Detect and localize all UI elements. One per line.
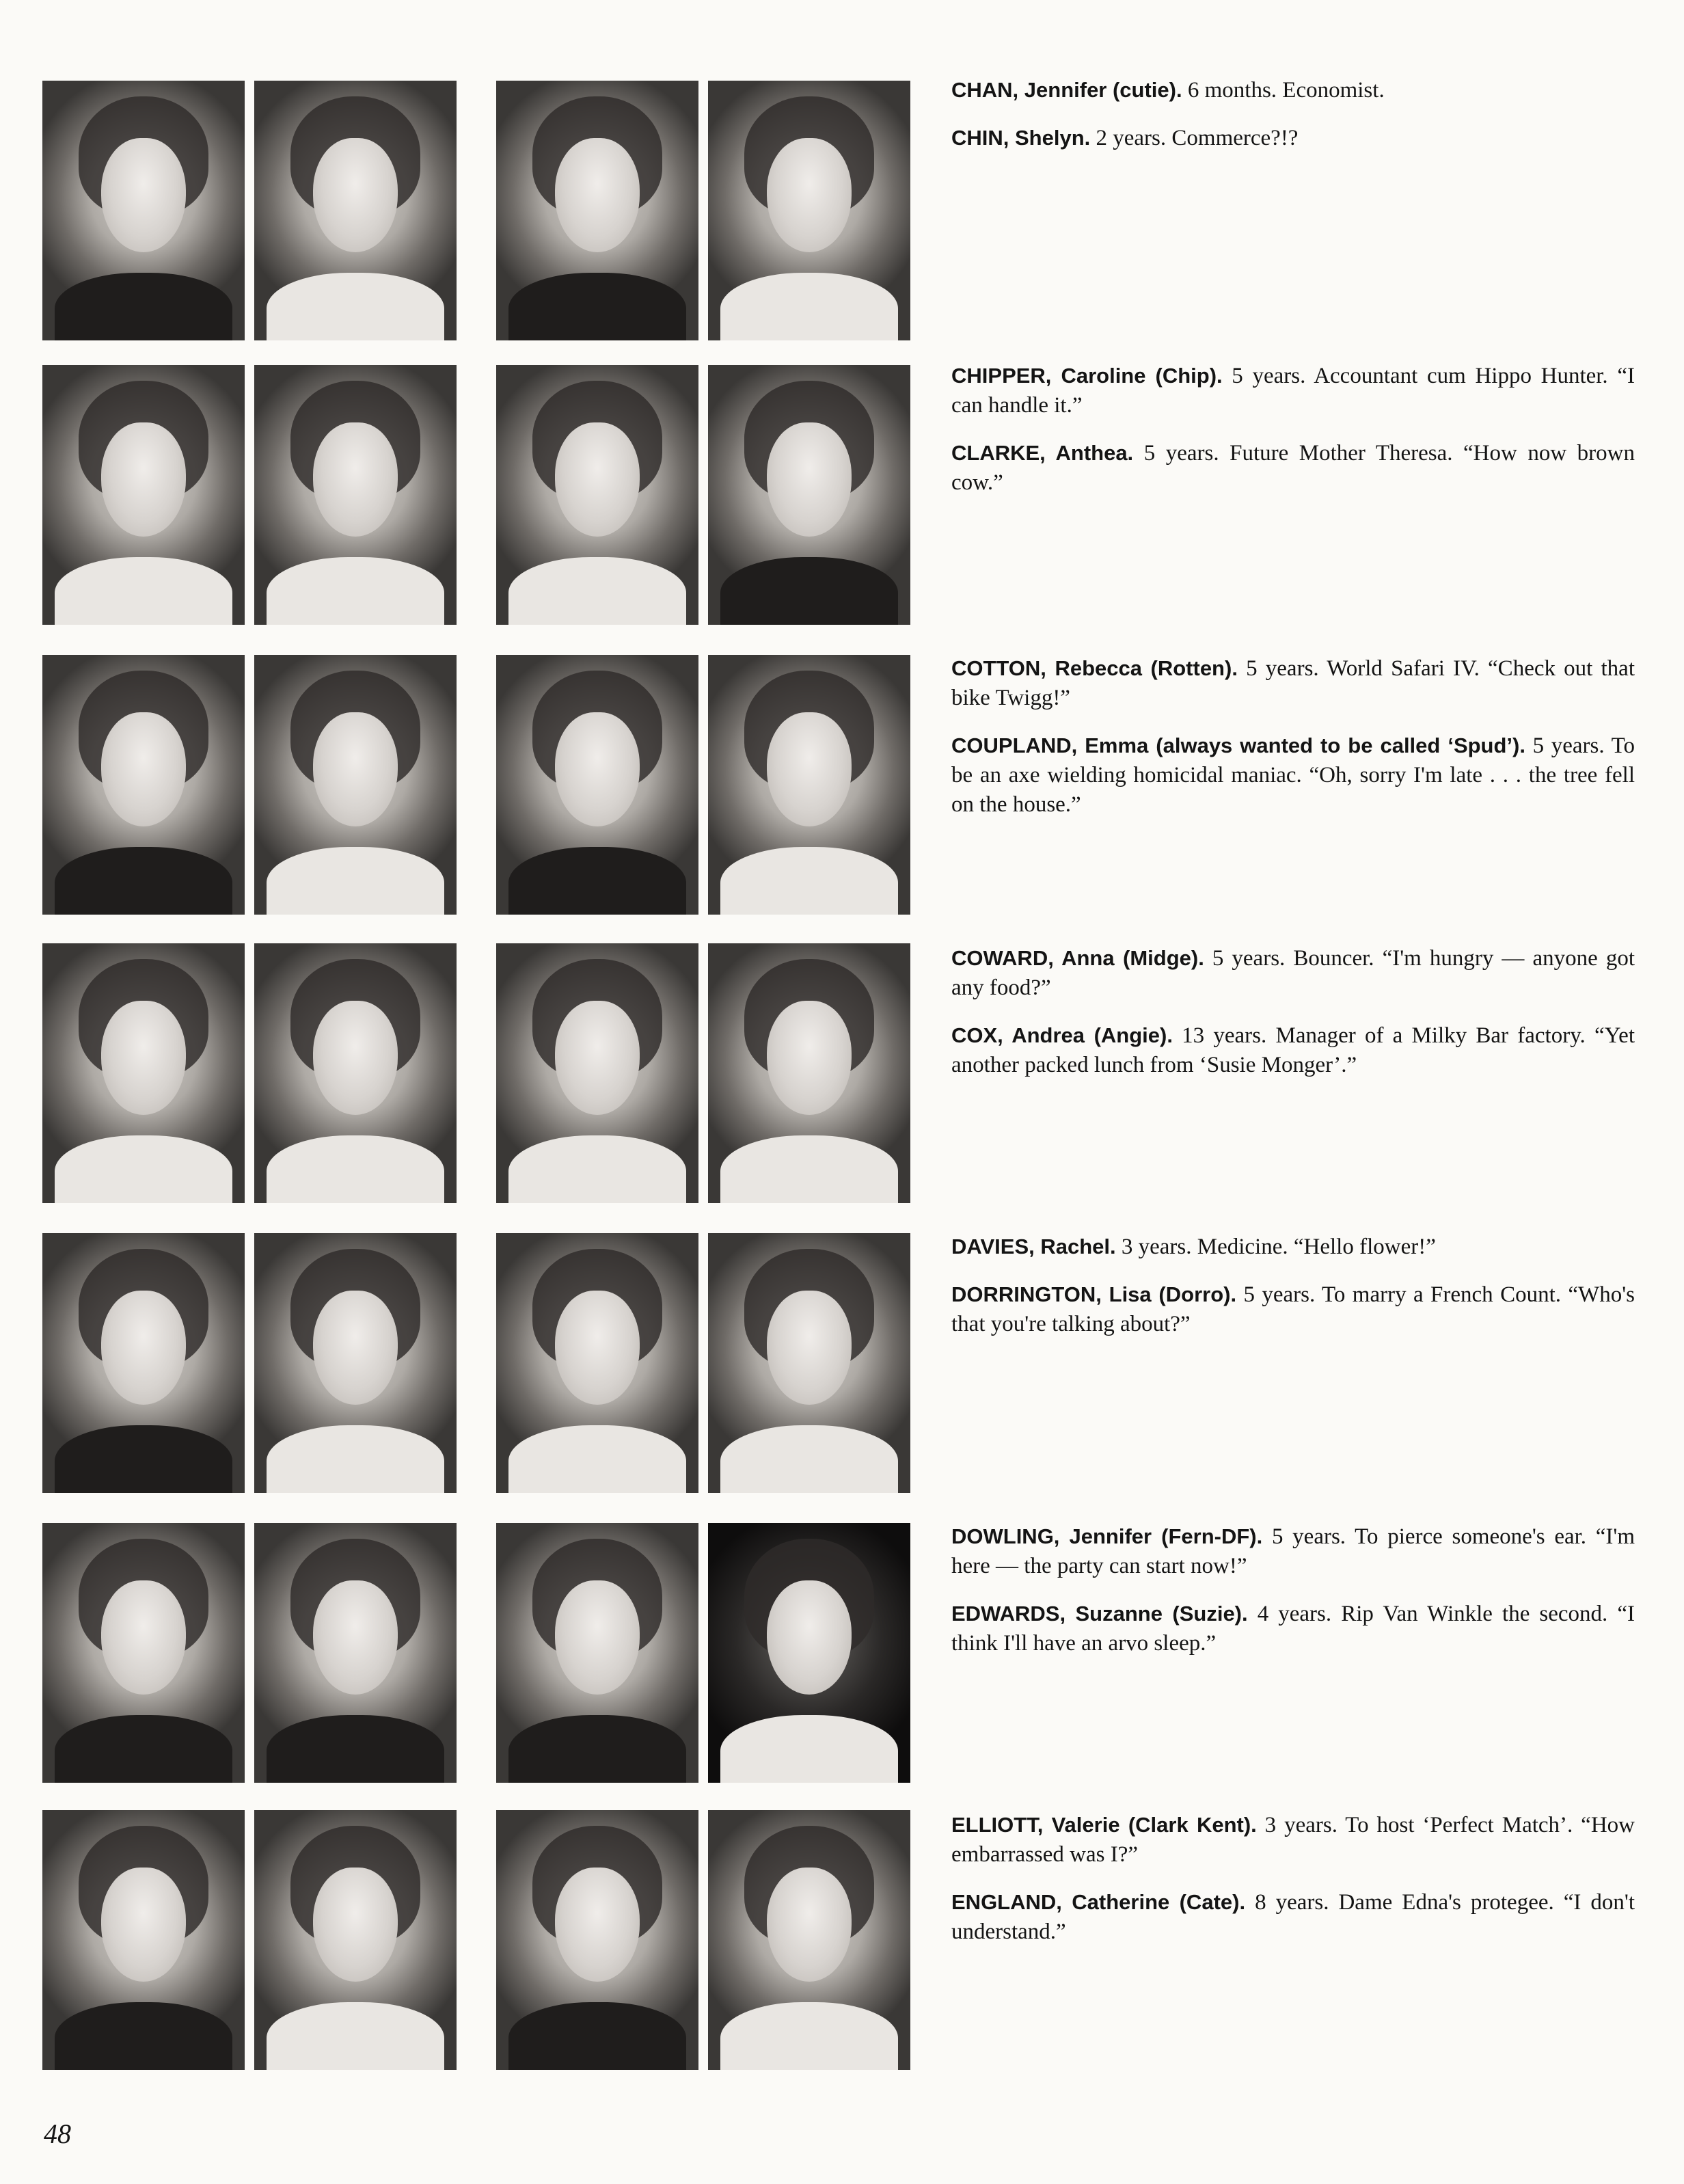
caption-block <box>951 361 1635 515</box>
student-details: 5 years. To marry a French Count. “Who's that you're talking about?” <box>951 1282 1635 1336</box>
student-name: DORRINGTON, Lisa (Dorro). <box>951 1282 1237 1306</box>
student-portrait <box>496 943 698 1203</box>
caption-block <box>951 1522 1635 1676</box>
student-details: 5 years. World Safari IV. “Check out that bike Twigg!” <box>951 656 1635 710</box>
student-portrait <box>708 655 910 915</box>
student-entry <box>951 361 1635 420</box>
student-entry <box>951 653 1635 713</box>
student-entry <box>951 75 1635 105</box>
student-portrait <box>42 81 245 340</box>
student-details: 13 years. Manager of a Milky Bar factory. “Yet another packed lunch from ‘Susie Monger’.” <box>951 1023 1635 1077</box>
student-portrait <box>42 1233 245 1493</box>
student-details: 5 years. To pierce someone's ear. “I'm here — the party can start now!” <box>951 1524 1635 1578</box>
student-details: 3 years. To host ‘Perfect Match’. “How embarrassed was I?” <box>951 1813 1635 1867</box>
student-portrait <box>708 81 910 340</box>
student-portrait <box>42 1523 245 1783</box>
student-details: 5 years. Accountant cum Hippo Hunter. “I can handle it.” <box>951 364 1635 418</box>
student-details: 2 years. Commerce?!? <box>1090 126 1299 150</box>
student-portrait <box>42 943 245 1203</box>
student-entry <box>951 123 1635 153</box>
student-details: 5 years. Bouncer. “I'm hungry — anyone got any food?” <box>951 946 1635 1000</box>
student-name: ELLIOTT, Valerie (Clark Kent). <box>951 1813 1257 1837</box>
student-entry <box>951 1887 1635 1947</box>
student-name: CLARKE, Anthea. <box>951 441 1134 465</box>
student-portrait <box>254 943 457 1203</box>
student-portrait <box>496 655 698 915</box>
caption-block <box>951 1810 1635 1965</box>
student-portrait <box>42 365 245 625</box>
student-row <box>0 943 1684 1203</box>
student-portrait <box>496 1810 698 2070</box>
student-details: 8 years. Dame Edna's protegee. “I don't understand.” <box>951 1890 1635 1944</box>
student-details: 6 months. Economist. <box>1182 78 1385 103</box>
student-portrait <box>708 1523 910 1783</box>
student-entry <box>951 1522 1635 1581</box>
caption-block <box>951 943 1635 1098</box>
student-portrait <box>708 1810 910 2070</box>
student-name: COTTON, Rebecca (Rotten). <box>951 656 1238 680</box>
caption-block <box>951 1232 1635 1357</box>
caption-block <box>951 653 1635 837</box>
student-portrait <box>496 365 698 625</box>
student-portrait <box>254 1810 457 2070</box>
student-row <box>0 1810 1684 2070</box>
student-details: 5 years. To be an axe wielding homicidal maniac. “Oh, sorry I'm late . . . the tree fell on the house.” <box>951 733 1635 817</box>
student-entry <box>951 943 1635 1003</box>
student-name: DOWLING, Jennifer (Fern-DF). <box>951 1524 1263 1548</box>
student-portrait <box>254 1523 457 1783</box>
student-details: 5 years. Future Mother Theresa. “How now brown cow.” <box>951 441 1635 495</box>
student-portrait <box>42 1810 245 2070</box>
student-row <box>0 78 1684 340</box>
student-details: 3 years. Medicine. “Hello flower!” <box>1115 1235 1436 1259</box>
student-name: COUPLAND, Emma (always wanted to be called ‘Spud’). <box>951 733 1525 757</box>
student-name: CHIN, Shelyn. <box>951 126 1091 150</box>
student-row <box>0 365 1684 625</box>
student-portrait <box>496 1233 698 1493</box>
page-number: 48 <box>44 2118 71 2149</box>
student-entry <box>951 1280 1635 1339</box>
student-portrait <box>496 1523 698 1783</box>
student-entry <box>951 1810 1635 1870</box>
caption-block <box>951 75 1635 171</box>
student-portrait <box>254 655 457 915</box>
student-name: ENGLAND, Catherine (Cate). <box>951 1890 1246 1914</box>
student-entry <box>951 731 1635 820</box>
student-name: CHIPPER, Caroline (Chip). <box>951 364 1223 388</box>
student-name: DAVIES, Rachel. <box>951 1235 1116 1258</box>
student-portrait <box>708 365 910 625</box>
student-portrait <box>254 1233 457 1493</box>
student-entry <box>951 1232 1635 1262</box>
student-entry <box>951 1021 1635 1080</box>
student-name: COWARD, Anna (Midge). <box>951 946 1204 970</box>
student-details: 4 years. Rip Van Winkle the second. “I think I'll have an arvo sleep.” <box>951 1602 1635 1656</box>
student-row <box>0 1523 1684 1783</box>
student-name: CHAN, Jennifer (cutie). <box>951 78 1182 102</box>
student-portrait <box>254 81 457 340</box>
student-portrait <box>254 365 457 625</box>
student-row <box>0 655 1684 915</box>
student-name: COX, Andrea (Angie). <box>951 1023 1173 1047</box>
student-row <box>0 1233 1684 1493</box>
student-portrait <box>708 943 910 1203</box>
student-name: EDWARDS, Suzanne (Suzie). <box>951 1602 1248 1626</box>
student-portrait <box>42 655 245 915</box>
student-entry <box>951 1599 1635 1658</box>
student-portrait <box>496 81 698 340</box>
student-portrait <box>708 1233 910 1493</box>
student-entry <box>951 438 1635 498</box>
